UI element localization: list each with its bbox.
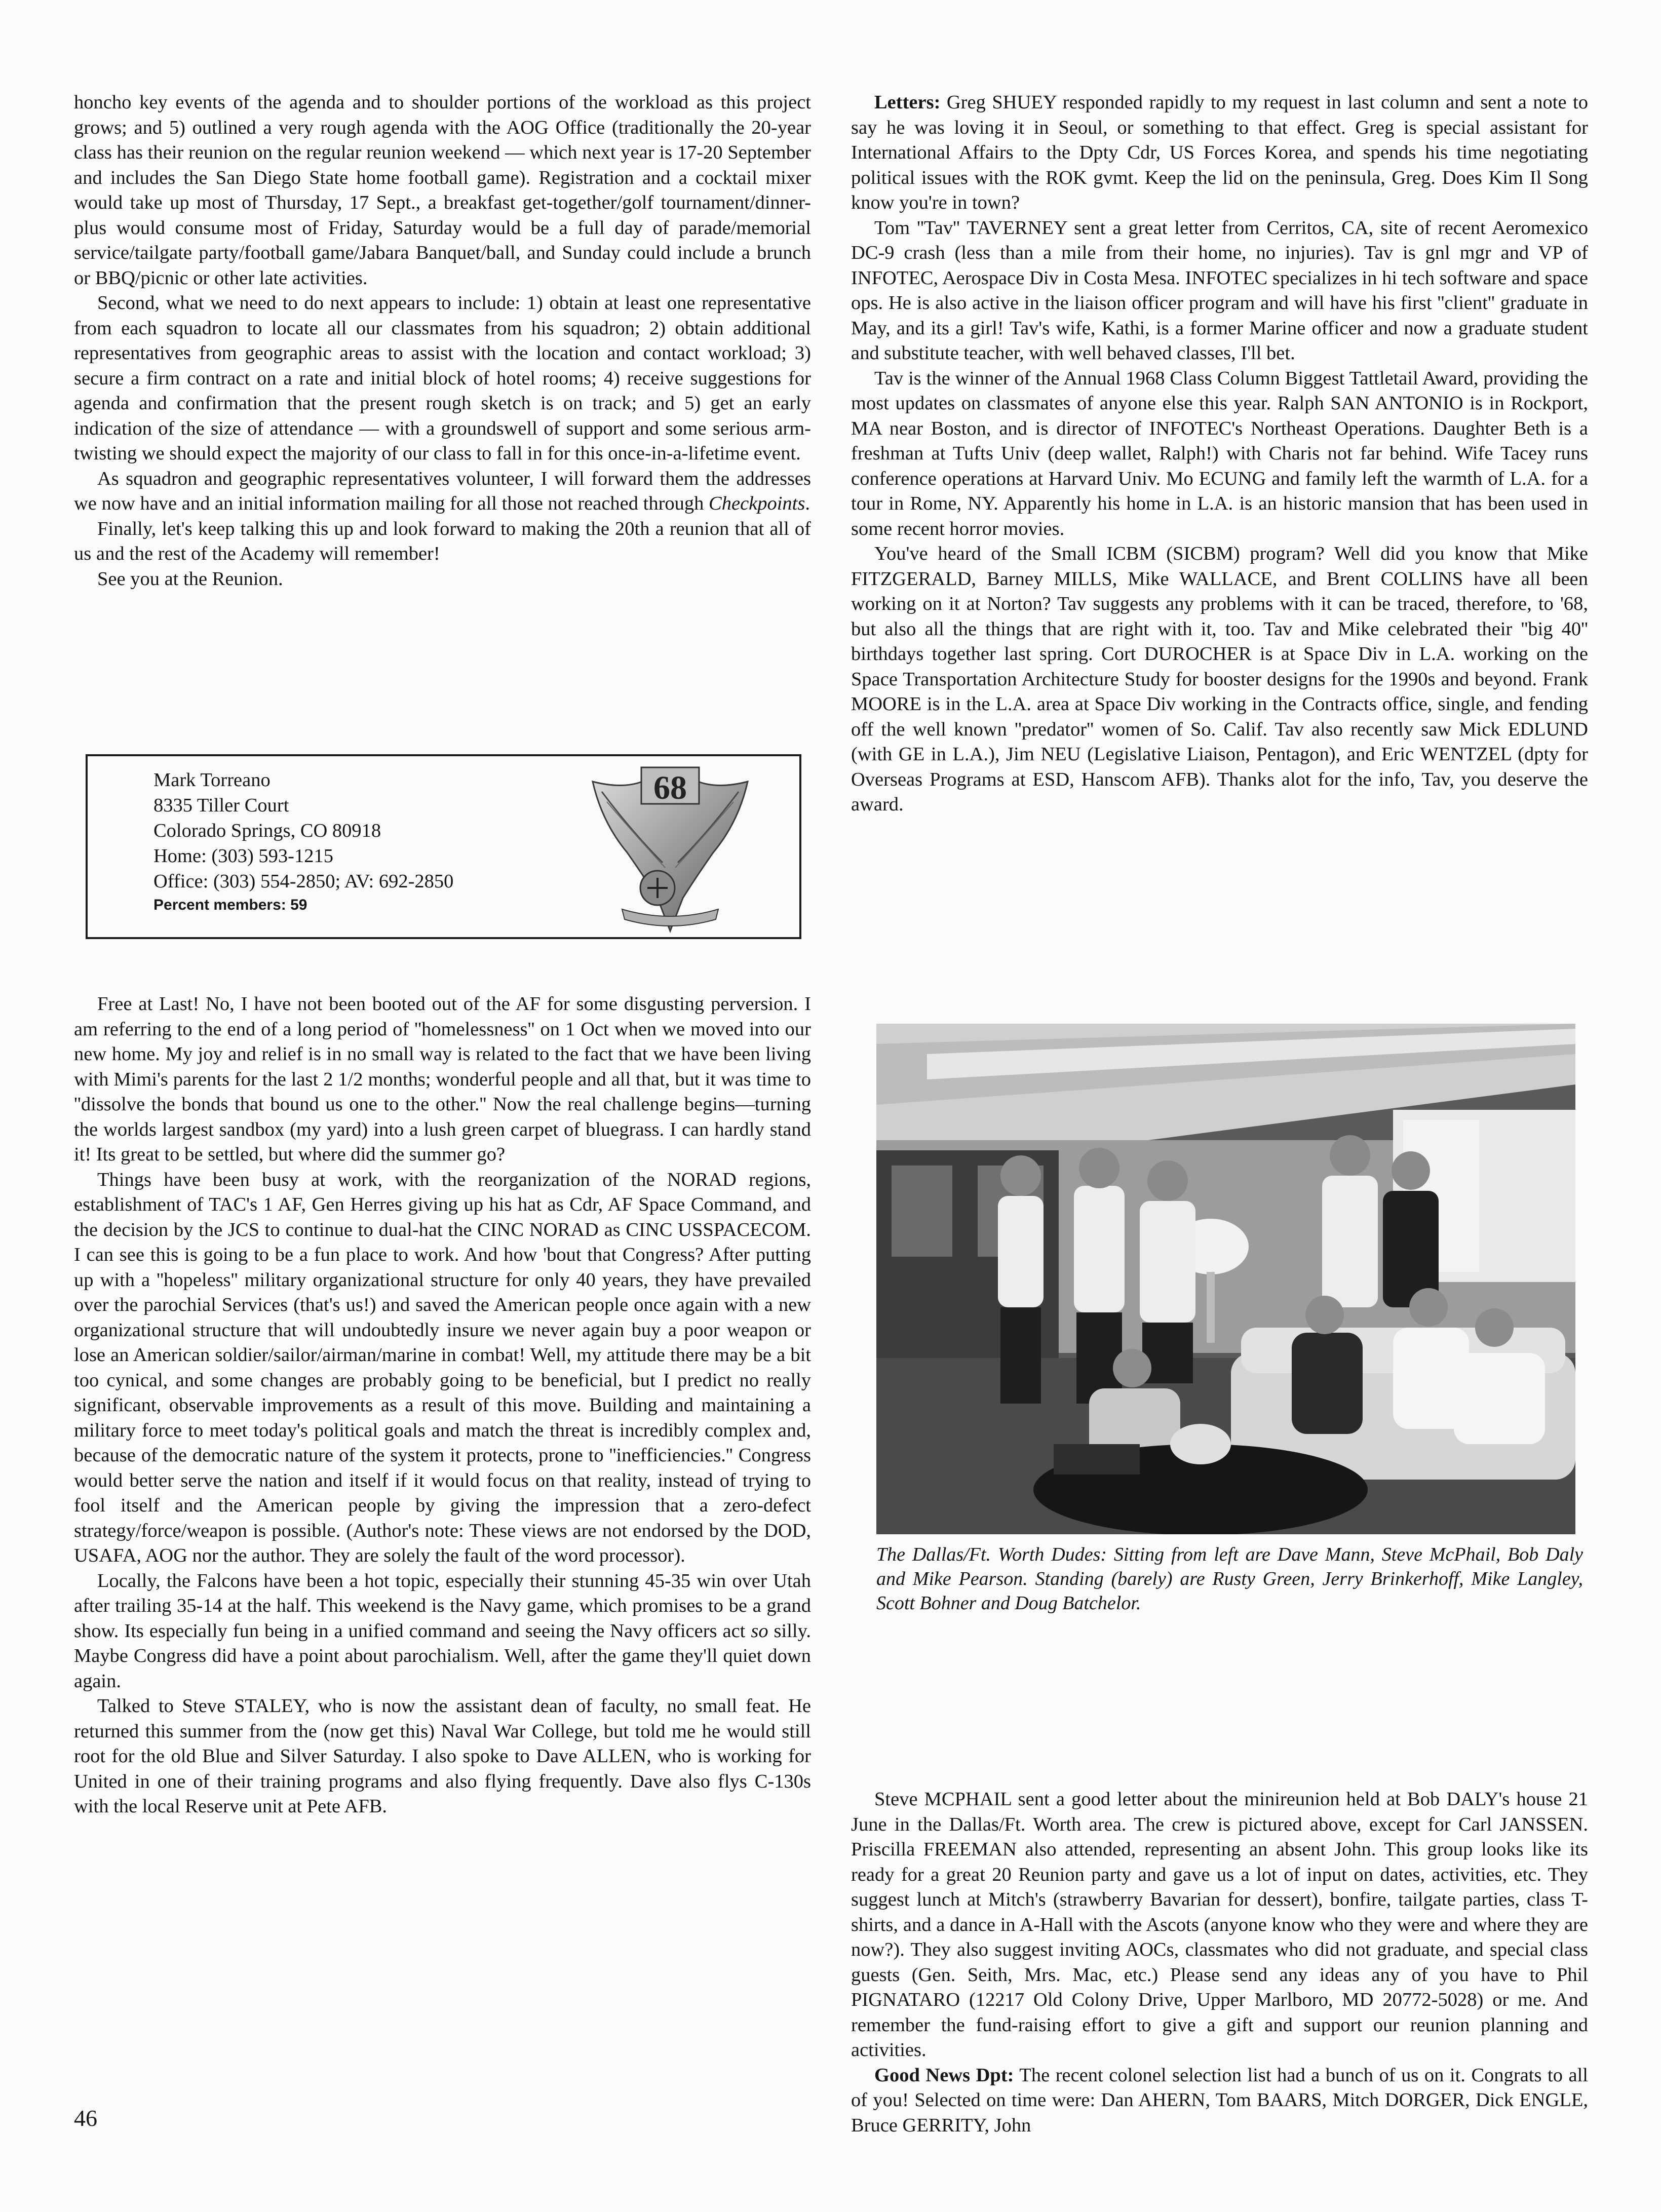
good-news-text: The recent colonel selection list had a bunch of us on it. Congrats to all of you! Selected on time were: Dan AHERN, Tom BAARS, Mitch DORGER, Dick ENGLE, Bruce GERRITY, John: [851, 2064, 1588, 2136]
paragraph-staley: Talked to Steve STALEY, who is now the assistant dean of faculty, no small feat. He returned this summer from the (now get this) Naval War College, but told me he would still root for the old Blue and Silver Saturday. I also spoke to Dave ALLEN, who is working for United in one of their training programs and also flying frequently. Dave also flys C-130s with the local Reserve unit at Pete AFB.: [74, 1695, 811, 1817]
reps-text-after: .: [805, 493, 810, 514]
right-column-top: [851, 90, 1588, 818]
paragraph-good-news: [851, 2063, 1588, 2139]
falcons-italic-word: so: [751, 1620, 768, 1642]
class-crest-icon: [587, 761, 754, 934]
paragraph-free-at-last: Free at Last! No, I have not been booted out of the AF for some disgusting perversion. I am referring to the end of a long period of ''homelessness'' on 1 Oct when we moved into our new home. My joy and relief is in no small way is related to the fact that we have been living with Mimi's parents for the last 2 1/2 months; wonderful people and all that, but it was time to ''dissolve the bonds that bound us one to the other.'' Now the real challenge begins—turning the worlds largest sandbox (my yard) into a lush green carpet of bluegrass. I can hardly stand it! Its great to be settled, but where did the summer go?: [74, 993, 811, 1165]
paragraph-sicbm: You've heard of the Small ICBM (SICBM) program? Well did you know that Mike FITZGERALD, Barney MILLS, Mike WALLACE, and Brent COLLINS have all been working on it at Norton? Tav suggests any problems with it can be traced, therefore, to '68, but also all the things that are right with it, too. Tav and Mike celebrated their ''big 40'' birthdays together last spring. Cort DUROCHER is at Space Div in L.A. working on the Space Transportation Architecture Study for booster designs for the 1990s and beyond. Frank MOORE is in the L.A. area at Space Div working in the Contracts office, single, and fending off the well known ''predator'' women of So. Calif. Tav also recently saw Mick EDLUND (with GE in L.A.), Jim NEU (Legislative Liaison, Pentagon), and Eric WENTZEL (dpty for Overseas Programs at ESD, Hanscom AFB). Thanks alot for the info, Tav, you deserve the award.: [851, 543, 1588, 815]
paragraph-agenda: honcho key events of the agenda and to shoulder portions of the workload as this project grows; and 5) outlined a very rough agenda with the AOG Office (traditionally the 20-year class has their reunion on the regular reunion weekend — which next year is 17-20 September and includes the San Diego State home football game). Registration and a cocktail mixer would take up most of Thursday, 17 Sept., a breakfast get-together/golf tournament/dinner-plus would consume most of Friday, Saturday would be a full day of parade/memorial service/tailgate party/football game/Jabara Banquet/ball, and Sunday could include a brunch or BBQ/picnic or other late activities.: [74, 92, 811, 289]
right-column-bottom: [851, 1787, 1588, 2138]
group-photo: [876, 1024, 1575, 1534]
paragraph-falcons: [74, 1569, 811, 1694]
good-news-lead: Good News Dpt:: [874, 2064, 1014, 2086]
percent-members: Percent members: 59: [153, 897, 307, 913]
reps-text-before: As squadron and geographic representatives volunteer, I will forward them the addresses we now have and an initial information mailing for all those not reached through: [74, 468, 811, 514]
paragraph-see-you: See you at the Reunion.: [97, 568, 283, 590]
paragraph-taverney: Tom ''Tav'' TAVERNEY sent a great letter from Cerritos, CA, site of recent Aeromexico DC-9 crash (less than a mile from their home, no injuries). Tav is gnl mgr and VP of INFOTEC, Aerospace Div in Costa Mesa. INFOTEC specializes in hi tech software and space ops. He is also active in the liaison officer program and will have his first ''client'' graduate in May, and its a girl! Tav's wife, Kathi, is a former Marine officer and now a graduate student and substitute teacher, with well behaved classes, I'll bet.: [851, 217, 1588, 364]
contact-street: 8335 Tiller Court: [153, 795, 289, 816]
paragraph-next-steps: Second, what we need to do next appears to include: 1) obtain at least one representative from each squadron to locate all our classmates from his squadron; 2) obtain additional representatives from geographic areas to assist with the location and contact workload; 3) secure a firm contract on a rate and initial block of hotel rooms; 4) receive suggestions for agenda and confirmation that the present rough sketch is on track; and 5) get an early indication of the size of attendance — with a groundswell of support and some serious arm-twisting we should expect the majority of our class to fall in for this once-in-a-lifetime event.: [74, 292, 811, 464]
letters-lead: Letters:: [874, 92, 941, 113]
checkpoints-title: Checkpoints: [709, 493, 805, 514]
contact-name: Mark Torreano: [153, 769, 271, 791]
paragraph-mcphail: Steve MCPHAIL sent a good letter about the minireunion held at Bob DALY's house 21 June in the Dallas/Ft. Worth area. The crew is pictured above, except for Carl JANSSEN. Priscilla FREEMAN also attended, representing an absent John. This group looks like its ready for a great 20 Reunion party and gave us a lot of input on dates, activities, etc. They suggest lunch at Mitch's (strawberry Bavarian for dessert), bonfire, tailgate parties, class T-shirts, and a dance in A-Hall with the Ascots (anyone know who they were and where they are now?). They also suggest inviting AOCs, classmates who did not graduate, and special class guests (Gen. Seith, Mrs. Mac, etc.) Please send any ideas any of you have to Phil PIGNATARO (12217 Old Colony Drive, Upper Marlboro, MD 20772-5028) or me. And remember the fund-raising effort to give a gift and support our reunion planning and activities.: [851, 1789, 1588, 2061]
paragraph-finally: Finally, let's keep talking this up and look forward to making the 20th a reunion that all of us and the rest of the Academy will remember!: [74, 518, 811, 564]
contact-home-phone: Home: (303) 593-1215: [153, 845, 333, 867]
paragraph-busy-at-work: Things have been busy at work, with the reorganization of the NORAD regions, establishment of TAC's 1 AF, Gen Herres giving up his hat as Cdr, AF Space Command, and the decision by the JCS to continue to dual-hat the CINC NORAD as CINC USSPACECOM. I can see this is going to be a fun place to work. And how 'bout that Congress? After putting up with a ''hopeless'' military organizational structure for only 40 years, they have prevailed over the parochial Services (that's us!) and saved the American people once again with a new organizational structure that will undoubtedly insure we never again buy a poor weapon or lose an American soldier/sailor/airman/marine in combat! Well, my attitude there may be a bit too cynical, and some changes are probably going to be beneficial, but I predict no really significant, observable improvements as a result of this move. Building and maintaining a military force to meet today's political goals and match the threat is incredibly complex and, because of the democratic nature of the system it protects, prone to ''inefficiencies.'' Congress would better serve the nation and itself if it would focus on that reality, instead of trying to fool itself and the American people by giving the impression that a zero-defect strategy/force/weapon is possible. (Author's note: These views are not endorsed by the DOD, USAFA, AOG nor the author. They are solely the fault of the word processor).: [74, 1169, 811, 1566]
contact-office-phone: Office: (303) 554-2850; AV: 692-2850: [153, 871, 454, 892]
contact-details: [153, 767, 453, 916]
paragraph-representatives: [74, 467, 811, 517]
contact-city: Colorado Springs, CO 80918: [153, 820, 381, 841]
group-photo-image: [876, 1024, 1575, 1534]
class-contact-box: [86, 754, 801, 939]
page-number: 46: [74, 2105, 97, 2131]
crest-number: 68: [653, 769, 687, 806]
left-column-bottom: [74, 992, 811, 1819]
left-column-top: [74, 90, 811, 592]
falcons-text-before: Locally, the Falcons have been a hot topic, especially their stunning 45-35 win over Utah after trailing 35-14 at the half. This weekend is the Navy game, which promises to be a grand show. Its especially fun being in a unified command and seeing the Navy officers act: [74, 1570, 811, 1642]
photo-caption: The Dallas/Ft. Worth Dudes: Sitting from left are Dave Mann, Steve McPhail, Bob Daly and Mike Pearson. Standing (barely) are Rusty Green, Jerry Brinkerhoff, Mike Langley, Scott Bohner and Doug Batchelor.: [876, 1544, 1583, 1614]
letters-text: Greg SHUEY responded rapidly to my request in last column and sent a note to say he was loving it in Seoul, or something to that effect. Greg is special assistant for International Affairs to the Dpty Cdr, US Forces Korea, and spends his time negotiating political issues with the ROK gvmt. Keep the lid on the peninsula, Greg. Does Kim Il Song know you're in town?: [851, 92, 1588, 213]
falcons-text-after: silly. Maybe Congress did have a point about parochialism. Well, after the game they'll quiet down again.: [74, 1620, 811, 1692]
paragraph-tattletail: Tav is the winner of the Annual 1968 Class Column Biggest Tattletail Award, providing the most updates on classmates of anyone else this year. Ralph SAN ANTONIO is in Rockport, MA near Boston, and is director of INFOTEC's Northeast Operations. Daughter Beth is a freshman at Tufts Univ (deep wallet, Ralph!) with Charis not far behind. Wife Tacey runs conference operations at Harvard Univ. Mo ECUNG and family left the warmth of L.A. for a tour in Rome, NY. Apparently his home in L.A. is an historic mansion that has been used in some recent horror movies.: [851, 367, 1588, 539]
paragraph-letters: [851, 90, 1588, 216]
